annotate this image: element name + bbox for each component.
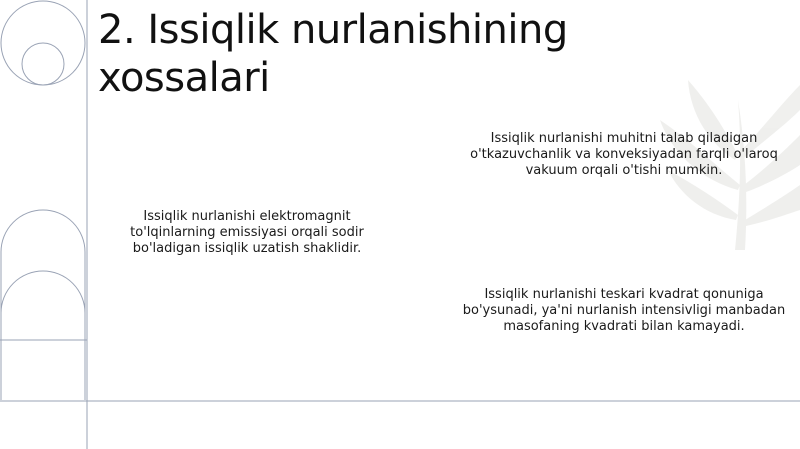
lower-arch: [1, 271, 85, 400]
paragraph-inverse-square-law: Issiqlik nurlanishi teskari kvadrat qonuniga bo'ysunadi, ya'ni nurlanish intensivligi manbadan masofaning kvadrati bilan kamayadi.: [462, 287, 786, 334]
inner-circle: [22, 43, 64, 85]
upper-arch: [1, 210, 85, 400]
slide-title: 2. Issiqlik nurlanishining xossalari: [98, 7, 568, 101]
paragraph-electromagnetic-waves: Issiqlik nurlanishi elektromagnit to'lqinlarning emissiyasi orqali sodir bo'ladigan issiqlik uzatish shaklidir.: [130, 209, 364, 256]
paragraph-vacuum-transfer: Issiqlik nurlanishi muhitni talab qiladigan o'tkazuvchanlik va konveksiyadan farqli o'laroq vakuum orqali o'tishi mumkin.: [470, 131, 778, 178]
